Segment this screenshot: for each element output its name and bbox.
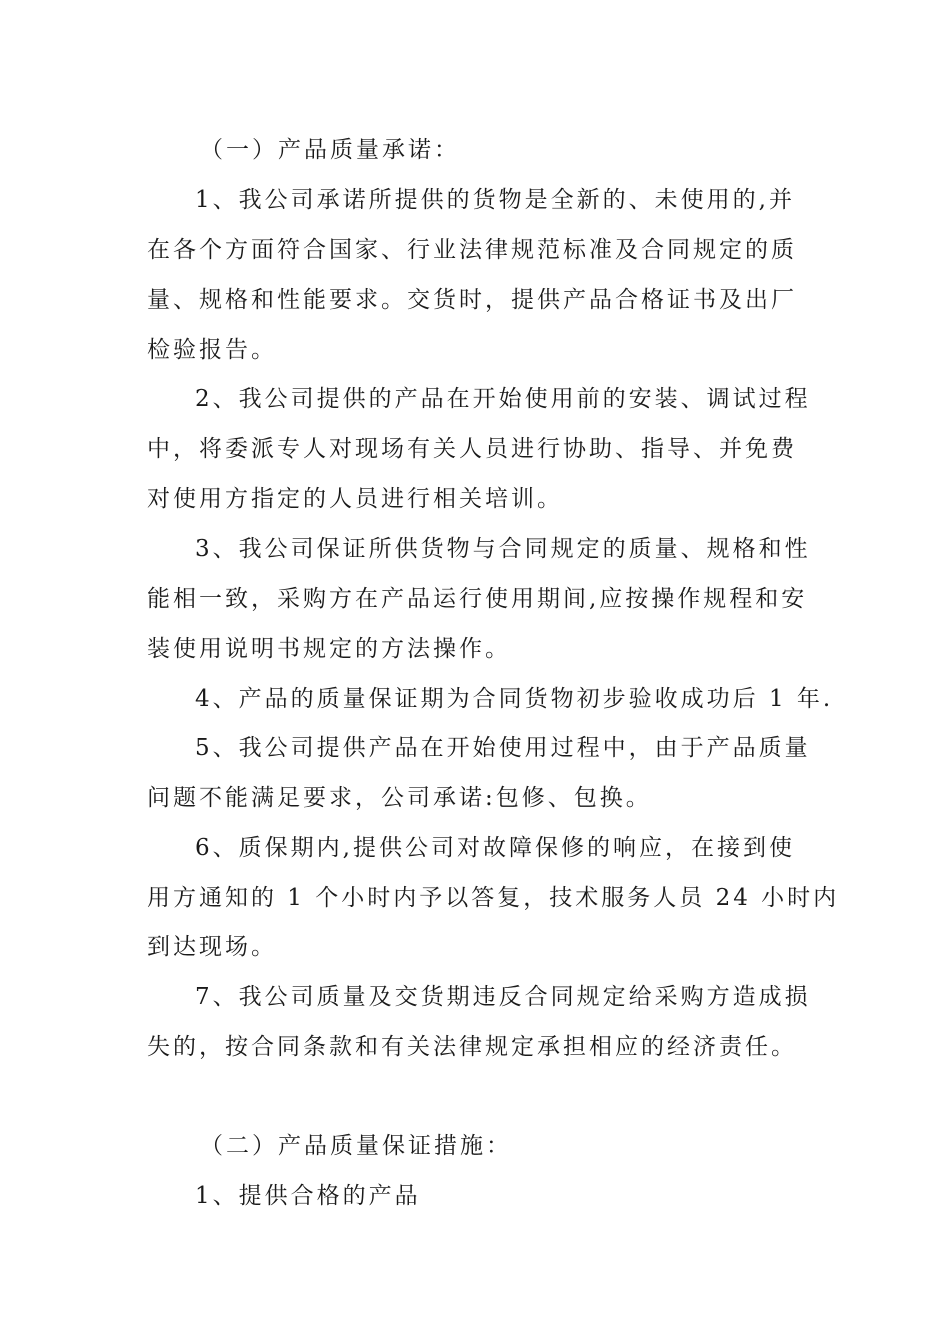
paragraph-line: 1、我公司承诺所提供的货物是全新的、未使用的,并 bbox=[195, 187, 795, 213]
paragraph-line: 4、产品的质量保证期为合同货物初步验收成功后 1 年. bbox=[195, 686, 834, 712]
paragraph-line: 用方通知的 1 个小时内予以答复，技术服务人员 24 小时内 bbox=[147, 885, 840, 911]
section-heading-quality-assurance-measures: （二）产品质量保证措施： bbox=[200, 1133, 512, 1159]
paragraph-line: 中，将委派专人对现场有关人员进行协助、指导、并免费 bbox=[147, 436, 797, 462]
paragraph-line: 5、我公司提供产品在开始使用过程中，由于产品质量 bbox=[195, 735, 811, 761]
paragraph-line: 检验报告。 bbox=[147, 337, 277, 363]
paragraph-line: 到达现场。 bbox=[147, 934, 277, 960]
paragraph-line: 装使用说明书规定的方法操作。 bbox=[147, 636, 511, 662]
paragraph-line: 能相一致，采购方在产品运行使用期间,应按操作规程和安 bbox=[147, 586, 808, 612]
paragraph-line: 失的，按合同条款和有关法律规定承担相应的经济责任。 bbox=[147, 1034, 797, 1060]
paragraph-line: 对使用方指定的人员进行相关培训。 bbox=[147, 486, 563, 512]
paragraph-line: 问题不能满足要求，公司承诺:包修、包换。 bbox=[147, 785, 652, 811]
paragraph-line: 量、规格和性能要求。交货时，提供产品合格证书及出厂 bbox=[147, 287, 797, 313]
section-heading-quality-commitment: （一）产品质量承诺： bbox=[200, 137, 460, 163]
paragraph-line: 3、我公司保证所供货物与合同规定的质量、规格和性 bbox=[195, 536, 811, 562]
paragraph-line: 6、质保期内,提供公司对故障保修的响应，在接到使 bbox=[195, 835, 795, 861]
paragraph-line: 在各个方面符合国家、行业法律规范标准及合同规定的质 bbox=[147, 237, 797, 263]
paragraph-line: 2、我公司提供的产品在开始使用前的安装、调试过程 bbox=[195, 386, 811, 412]
paragraph-line: 7、我公司质量及交货期违反合同规定给采购方造成损 bbox=[195, 984, 811, 1010]
paragraph-line: 1、提供合格的产品 bbox=[195, 1183, 421, 1209]
